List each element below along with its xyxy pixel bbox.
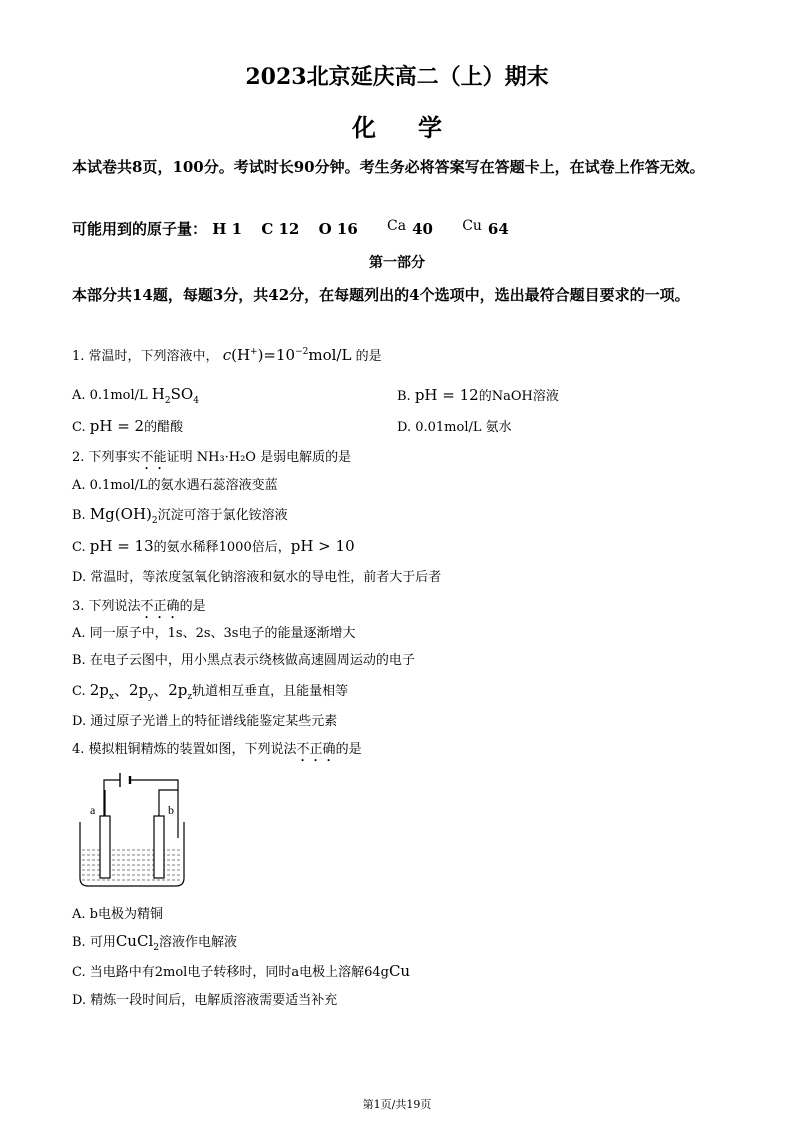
question-3-option-b: B. 在电子云图中，用小黑点表示绕核做高速圆周运动的电子 xyxy=(72,653,415,668)
part-description: 本部分共14题，每题3分，共42分，在每题列出的4个选项中，选出最符合题目要求的一项。 xyxy=(72,286,690,304)
question-4-stem: 4. 模拟粗铜精炼的装置如图，下列说法不正确的是 xyxy=(72,742,362,757)
atomic-mass-h: H 1 xyxy=(212,220,243,238)
electrode-b xyxy=(154,816,164,878)
question-4-option-b: B. 可用CuCl$_2$溶液作电解液 xyxy=(72,932,237,953)
question-2-option-a: A. 0.1mol/L的氨水遇石蕊溶液变蓝 xyxy=(72,478,278,493)
question-4-option-d: D. 精炼一段时间后，电解质溶液需要适当补充 xyxy=(72,993,338,1008)
beaker xyxy=(80,822,184,886)
label-b: b xyxy=(168,803,174,817)
electrode-a xyxy=(100,816,110,878)
atomic-masses xyxy=(72,218,523,239)
question-1-option-a: A. 0.1mol/L $H_2SO_4$ xyxy=(72,385,199,406)
question-2-option-b: B. $Mg(OH)_2$沉淀可溶于氯化铵溶液 xyxy=(72,505,288,526)
atomic-symbol-ca: Ca xyxy=(387,218,407,234)
question-3-option-d: D. 通过原子光谱上的特征谱线能鉴定某些元素 xyxy=(72,714,338,729)
battery-icon xyxy=(120,773,130,787)
question-1-option-d: D. 0.01mol/L 氨水 xyxy=(397,420,512,435)
exam-instructions: 本试卷共8页，100分。考试时长90分钟。考生务必将答案写在答题卡上，在试卷上作答无效。 xyxy=(72,158,705,176)
part-heading: 第一部分 xyxy=(369,255,425,271)
atomic-mass-c: C 12 xyxy=(261,220,300,238)
atomic-mass-ca: 40 xyxy=(412,220,433,238)
question-1-stem: 1. 常温时，下列溶液中， $c(H^+)=10^{-2}mol/L$ 的是 xyxy=(72,346,382,364)
electrolysis-diagram xyxy=(72,770,192,892)
formula-c-h: $c(H^+)=10^{-2}mol/L$ xyxy=(222,346,352,364)
subject-title: 化学 xyxy=(352,113,484,142)
page-title: 2023北京延庆高二（上）期末 xyxy=(245,64,549,90)
question-4-option-a: A. b电极为精铜 xyxy=(72,907,163,922)
circuit-wire xyxy=(104,780,178,838)
question-4-option-c: C. 当电路中有2mol电子转移时，同时a电极上溶解64gCu xyxy=(72,962,411,980)
question-3-option-c: C. $2p_x$、$2p_y$、$2p_z$轨道相互垂直，且能量相等 xyxy=(72,681,349,702)
question-2-option-c: C. pH = 13的氨水稀释1000倍后，pH > 10 xyxy=(72,537,355,555)
question-3-stem: 3. 下列说法不正确的是 xyxy=(72,599,206,614)
page-footer: 第1页/共19页 xyxy=(362,1098,432,1111)
label-a: a xyxy=(90,803,96,817)
question-2-option-d: D. 常温时，等浓度氢氧化钠溶液和氨水的导电性，前者大于后者 xyxy=(72,570,442,585)
atomic-mass-o: O 16 xyxy=(318,220,358,238)
atomic-symbol-cu: Cu xyxy=(462,218,482,234)
electrolyte-solution xyxy=(82,850,182,880)
atomic-masses-label: 可能用到的原子量： xyxy=(72,220,208,238)
atomic-mass-cu: 64 xyxy=(487,220,509,238)
question-1-option-c: C. pH = 2的醋酸 xyxy=(72,417,184,435)
question-1-option-b: B. pH = 12的NaOH溶液 xyxy=(397,386,559,404)
question-2-stem: 2. 下列事实不能证明 NH₃·H₂O 是弱电解质的是 xyxy=(72,450,352,465)
question-3-option-a: A. 同一原子中，1s、2s、3s电子的能量逐渐增大 xyxy=(72,626,356,641)
